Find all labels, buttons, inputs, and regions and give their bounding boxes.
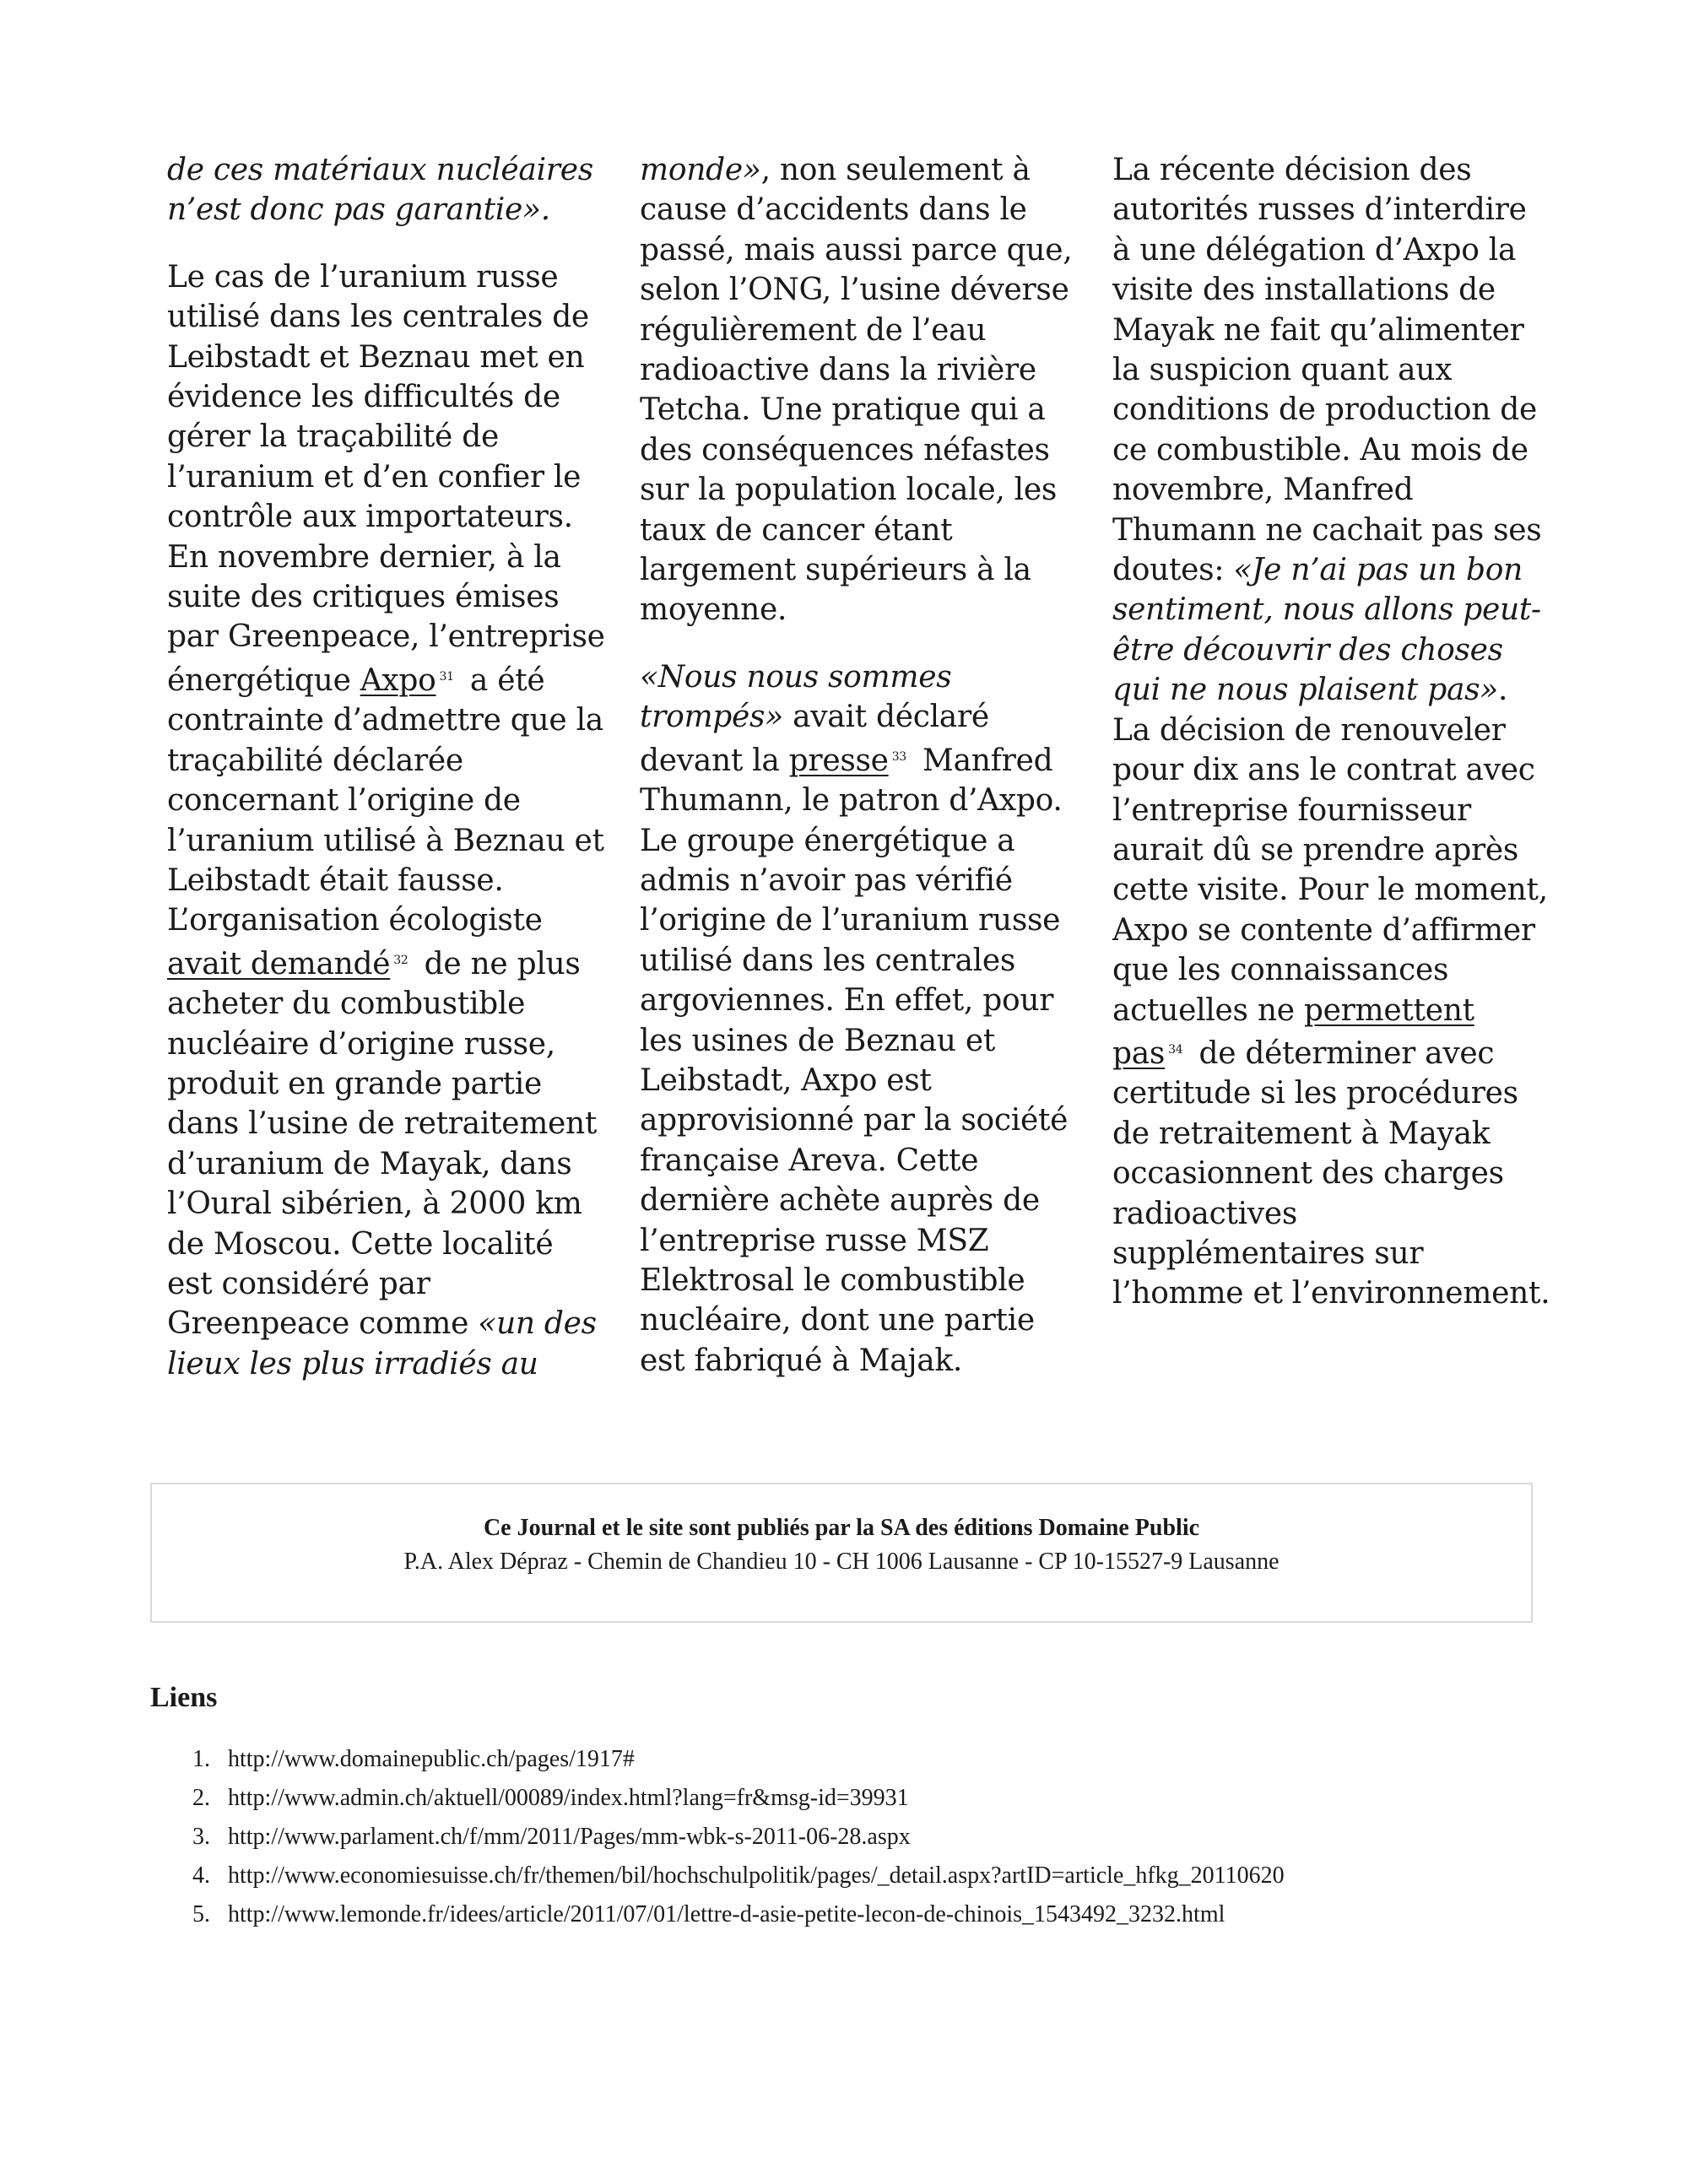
list-item xyxy=(192,1857,1285,1895)
link-url[interactable]: http://www.lemonde.fr/idees/article/2011/07/01/lettre-d-asie-petite-lecon-de-chinois_1543492_3232.html xyxy=(228,1901,1225,1927)
paragraph-text: La récente décision des autorités russes d’interdire à une délégation d’Axpo la visite des installations de Mayak ne fait qu’alimenter la suspicion quant aux conditions de production de ce combustible. Au mois de novembre, Manfred Thumann ne cachait pas ses doutes: xyxy=(1112,153,1542,588)
link-url[interactable]: http://www.domainepublic.ch/pages/1917# xyxy=(228,1746,635,1772)
link-axpo[interactable]: Axpo xyxy=(360,662,436,698)
paragraph xyxy=(640,150,1079,630)
list-number: 3. xyxy=(192,1824,210,1850)
footnote-ref: 33 xyxy=(891,749,906,764)
article-column-3 xyxy=(1112,150,1551,1341)
italic-quote: de ces matériaux nucléaires n’est donc pas garantie». xyxy=(167,153,593,228)
link-avait-demande[interactable]: avait demandé xyxy=(167,946,391,981)
link-url[interactable]: http://www.parlament.ch/f/mm/2011/Pages/mm-wbk-s-2011-06-28.aspx xyxy=(228,1824,911,1850)
footnote-ref: 31 xyxy=(439,669,454,684)
italic-quote: «Nous nous sommes trompés» xyxy=(640,659,952,735)
list-number: 1. xyxy=(192,1746,210,1772)
paragraph xyxy=(167,150,606,230)
footnote-ref: 32 xyxy=(393,953,408,967)
link-url[interactable]: http://www.economiesuisse.ch/fr/themen/bil/hochschulpolitik/pages/_detail.aspx?artID=article_hfkg_20110620 xyxy=(228,1862,1285,1889)
footnote-ref: 34 xyxy=(1168,1042,1183,1057)
italic-quote: «Je n’ai pas un bon sentiment, nous allons peut-être découvrir des choses qui ne nous plaisent pas» xyxy=(1112,553,1541,708)
list-item xyxy=(192,1895,1285,1934)
paragraph-text: a été contrainte d’admettre que la traçabilité déclarée concernant l’origine de l’uranium utilisé à Beznau et Leibstadt était fausse. L’organisation écologiste xyxy=(167,662,604,938)
paragraph-text: de déterminer avec certitude si les procédures de retraitement à Mayak occasionnent des charges radioactives supplémentaires sur l’homme et l’environnement. xyxy=(1112,1035,1550,1311)
paragraph-text: avait déclaré devant la xyxy=(640,700,989,778)
publisher-address: P.A. Alex Dépraz - Chemin de Chandieu 10 - CH 1006 Lausanne - CP 10-15527-9 Lausanne xyxy=(403,1549,1280,1575)
list-item xyxy=(192,1779,1285,1818)
paragraph-text: de ne plus acheter du combustible nucléaire d’origine russe, produit en grande partie dans l’usine de retraitement d’uranium de Mayak, dans l’Oural sibérien, à 2000 km de Moscou. Cette localité est considéré par Greenpeace comme xyxy=(167,946,598,1342)
publisher-line: Ce Journal et le site sont publiés par la SA des éditions Domaine Public xyxy=(483,1515,1200,1541)
paragraph xyxy=(167,257,606,1384)
italic-quote: «un des lieux les plus irradiés au xyxy=(167,1306,597,1381)
paragraph xyxy=(640,657,1079,1381)
links-list xyxy=(192,1740,1285,1934)
paragraph-text: , non seulement à cause d’accidents dans le passé, mais aussi parce que, selon l’ONG, l’usine déverse régulièrement de l’eau radioactive dans la rivière Tetcha. Une pratique qui a des conséquences néfastes sur la population locale, les taux de cancer étant largement supérieurs à la moyenne. xyxy=(640,153,1073,628)
paragraph-text: Manfred Thumann, le patron d’Axpo. Le groupe énergétique a admis n’avoir pas vérifié l’origine de l’uranium russe utilisé dans les centrales argoviennes. En effet, pour les usines de Beznau et Leibstadt, Axpo est approvisionné par la société française Areva. Cette dernière achète auprès de l’entreprise russe MSZ Elektrosal le combustible nucléaire, dont une partie est fabriqué à Majak. xyxy=(640,743,1069,1378)
link-url[interactable]: http://www.admin.ch/aktuell/00089/index.html?lang=fr&msg-id=39931 xyxy=(228,1785,909,1811)
paragraph-text: Le cas de l’uranium russe utilisé dans les centrales de Leibstadt et Beznau met en évidence les difficultés de gérer la traçabilité de l’uranium et d’en confier le contrôle aux importateurs. En novembre dernier, à la suite des critiques émises par Greenpeace, l’entreprise énergétique xyxy=(167,259,605,698)
article-column-2 xyxy=(640,150,1079,1408)
article-column-1 xyxy=(167,150,606,1411)
list-item xyxy=(192,1818,1285,1857)
list-item xyxy=(192,1740,1285,1779)
paragraph xyxy=(1112,150,1551,1314)
link-presse[interactable]: presse xyxy=(788,743,889,778)
paragraph-text: . La décision de renouveler pour dix ans le contrat avec l’entreprise fournisseur aurait dû se prendre après cette visite. Pour le moment, Axpo se contente d’affirmer que les connaissances actuelles ne xyxy=(1112,673,1548,1028)
publisher-footer-box xyxy=(150,1483,1533,1623)
list-number: 5. xyxy=(192,1901,210,1927)
italic-quote: monde» xyxy=(640,153,761,187)
link-permettent-pas[interactable]: permettent pas xyxy=(1112,992,1474,1071)
list-number: 4. xyxy=(192,1862,210,1889)
list-number: 2. xyxy=(192,1785,210,1811)
links-heading: Liens xyxy=(150,1682,218,1713)
